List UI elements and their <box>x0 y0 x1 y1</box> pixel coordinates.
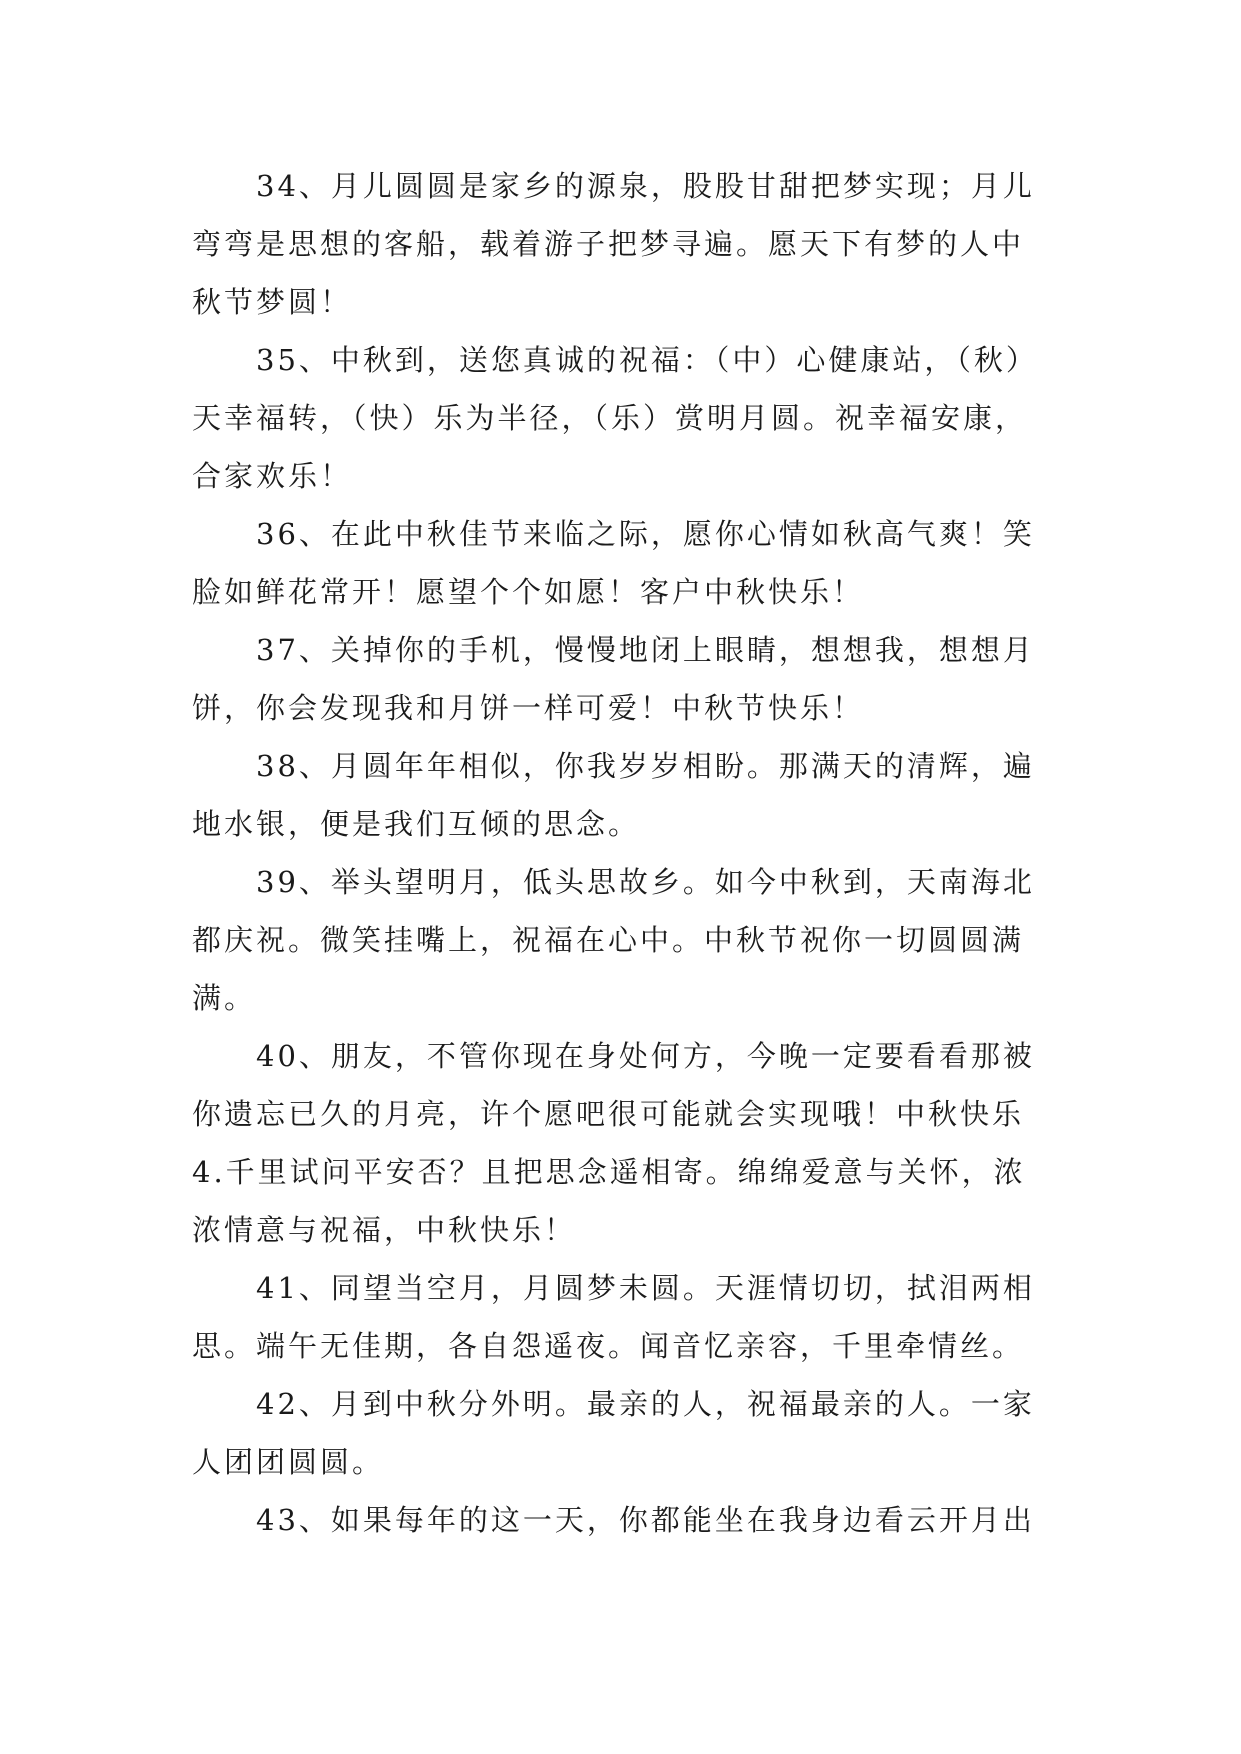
paragraph-36 <box>192 505 1064 621</box>
text-line: 38、月圆年年相似，你我岁岁相盼。那满天的清辉，遍 <box>256 749 1035 783</box>
paragraph-43 <box>192 1491 1064 1549</box>
text-line: 4.千里试问平安否？且把思念遥相寄。绵绵爱意与关怀，浓 <box>192 1155 1026 1189</box>
paragraph-42 <box>192 1375 1064 1491</box>
text-line: 41、同望当空月，月圆梦未圆。天涯情切切，拭泪两相 <box>256 1271 1035 1305</box>
text-line: 秋节梦圆！ <box>192 285 353 319</box>
text-line: 脸如鲜花常开！愿望个个如愿！客户中秋快乐！ <box>192 575 865 609</box>
text-line: 满。 <box>192 981 257 1015</box>
text-line: 39、举头望明月，低头思故乡。如今中秋到，天南海北 <box>256 865 1035 899</box>
text-line: 浓情意与祝福，中秋快乐！ <box>192 1213 577 1247</box>
paragraph-34 <box>192 157 1064 331</box>
text-line: 天幸福转，（快）乐为半径，（乐）赏明月圆。祝幸福安康， <box>192 401 1028 435</box>
text-line: 饼，你会发现我和月饼一样可爱！中秋节快乐！ <box>192 691 865 725</box>
text-line: 你遗忘已久的月亮，许个愿吧很可能就会实现哦！中秋快乐 <box>192 1097 1025 1131</box>
text-line: 合家欢乐！ <box>192 459 353 493</box>
paragraph-35 <box>192 331 1064 505</box>
text-line: 42、月到中秋分外明。最亲的人，祝福最亲的人。一家 <box>256 1387 1035 1421</box>
paragraph-37 <box>192 621 1064 737</box>
text-line: 人团团圆圆。 <box>192 1445 385 1479</box>
text-line: 思。端午无佳期，各自怨遥夜。闻音忆亲容，千里牵情丝。 <box>192 1329 1025 1363</box>
text-line: 35、中秋到，送您真诚的祝福：（中）心健康站，（秋） <box>256 343 1038 377</box>
text-line: 地水银，便是我们互倾的思念。 <box>192 807 641 841</box>
document-page <box>192 157 1064 1549</box>
text-line: 40、朋友，不管你现在身处何方，今晚一定要看看那被 <box>256 1039 1035 1073</box>
text-line: 都庆祝。微笑挂嘴上，祝福在心中。中秋节祝你一切圆圆满 <box>192 923 1025 957</box>
paragraph-39 <box>192 853 1064 1027</box>
text-line: 43、如果每年的这一天，你都能坐在我身边看云开月出 <box>256 1503 1035 1537</box>
paragraph-41 <box>192 1259 1064 1375</box>
text-line: 37、关掉你的手机，慢慢地闭上眼睛，想想我，想想月 <box>256 633 1035 667</box>
text-line: 弯弯是思想的客船，载着游子把梦寻遍。愿天下有梦的人中 <box>192 227 1025 261</box>
text-line: 36、在此中秋佳节来临之际，愿你心情如秋高气爽！笑 <box>256 517 1035 551</box>
paragraph-38 <box>192 737 1064 853</box>
paragraph-40 <box>192 1027 1064 1259</box>
text-line: 34、月儿圆圆是家乡的源泉，股股甘甜把梦实现；月儿 <box>256 169 1035 203</box>
